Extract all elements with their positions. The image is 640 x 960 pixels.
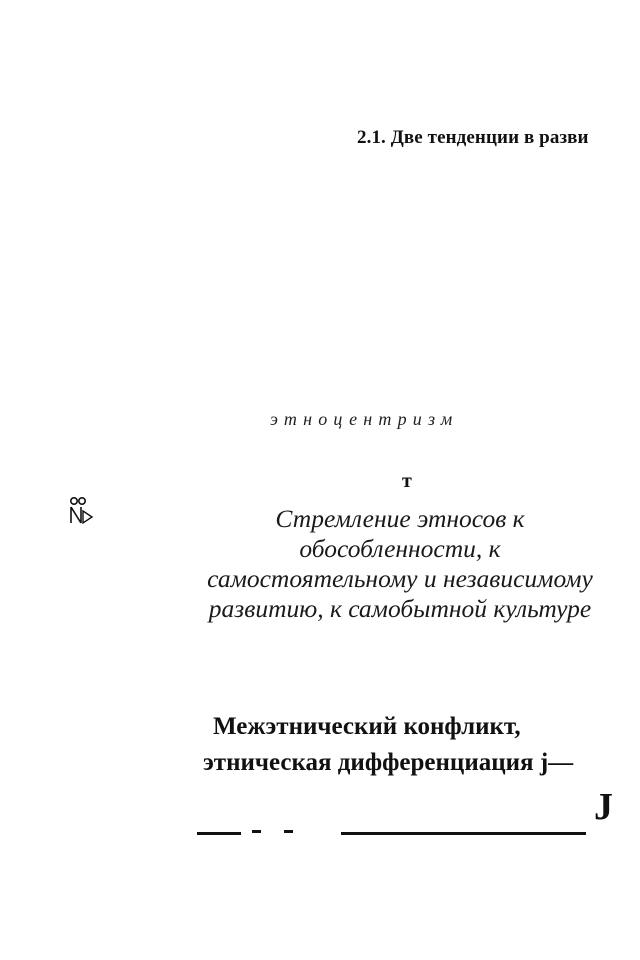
scissors-mark-icon (66, 496, 94, 526)
rule-segment-4 (341, 832, 586, 835)
bold-line-2: этническая дифференциация j— (203, 749, 574, 776)
mark-letter: т (402, 470, 412, 492)
italic-line-1: Стремление этносов к (275, 504, 525, 533)
section-heading: 2.1. Две тенденции в разви (357, 127, 589, 148)
spaced-word: этноцентризм (270, 409, 459, 429)
italic-line-2: обособленности, к (299, 534, 501, 563)
italic-line-4: развитию, к самобытной культуре (208, 594, 592, 623)
rule-segment-1 (197, 832, 241, 835)
bold-line-1: Межэтнический конфликт, (213, 713, 521, 740)
italic-text-block (150, 504, 640, 624)
italic-line-3: самостоятельному и независимому (207, 564, 593, 593)
rule-segment-3 (284, 830, 293, 833)
rule-segment-2 (252, 830, 261, 833)
bottom-letter: J (594, 786, 613, 828)
